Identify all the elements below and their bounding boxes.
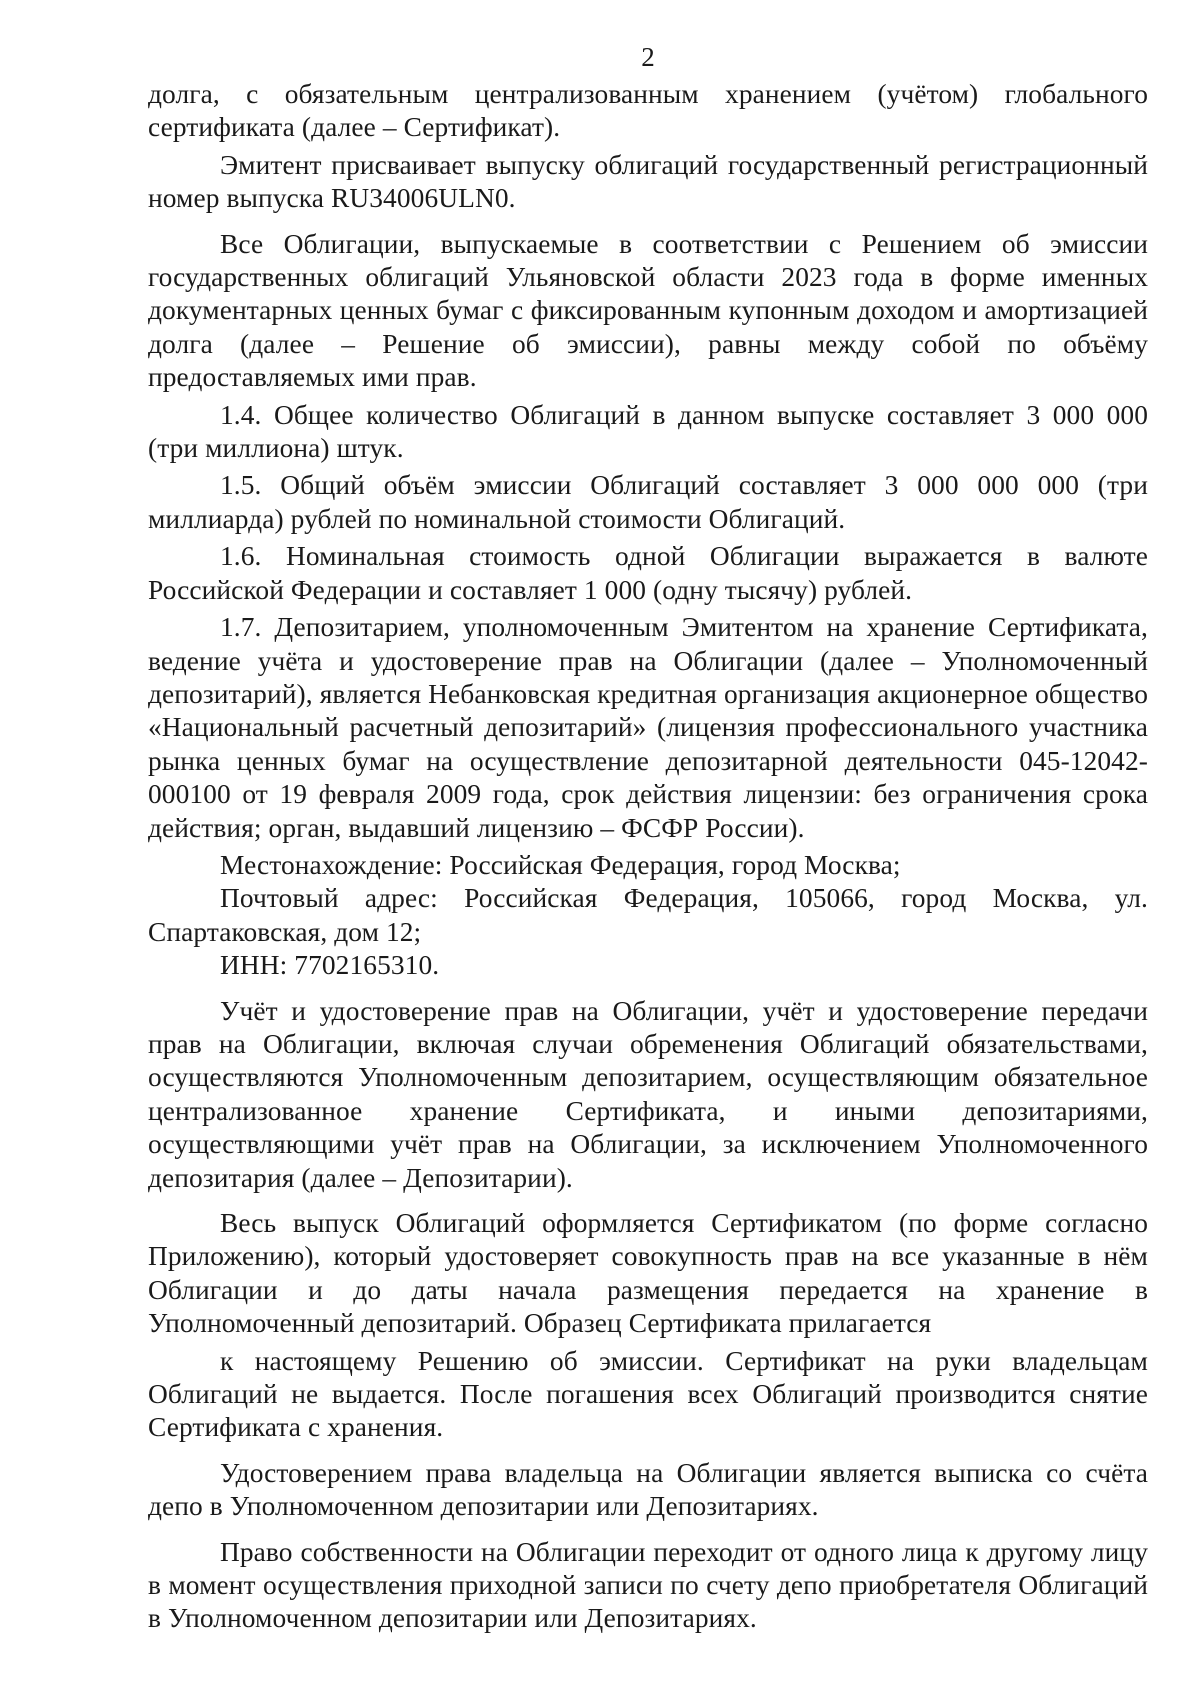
paragraph-ownership-proof: Удостоверением права владельца на Облигации является выписка со счёта депо в Уполномоченном депозитарии или Депозитариях. bbox=[148, 1457, 1148, 1522]
paragraph-ownership-transfer: Право собственности на Облигации переходит от одного лица к другому лицу в момент осуществления приходной записи по счету депо приобретателя Облигаций в Уполномоченном депозитарии или Депозитариях. bbox=[148, 1536, 1148, 1634]
paragraph-inn: ИНН: 7702165310. bbox=[220, 950, 440, 981]
page-number: 2 bbox=[641, 42, 655, 72]
paragraph-postal-address: Почтовый адрес: Российская Федерация, 105066, город Москва, ул. Спартаковская, дом 12; bbox=[148, 883, 1148, 947]
paragraph-1-5-volume: 1.5. Общий объём эмиссии Облигаций составляет 3 000 000 000 (три миллиарда) рублей по номинальной стоимости Облигаций. bbox=[148, 470, 1148, 534]
paragraph-1-7-depositary: 1.7. Депозитарием, уполномоченным Эмитентом на хранение Сертификата, ведение учёта и удостоверение прав на Облигации (далее – Уполномоченный депозитарий), является Небанковская кредитная организация акционерное общество «Национальный расчетный депозитарий» (лицензия профессионального участника рынка ценных бумаг на осуществление депозитарной деятельности 045-12042-000100 от 19 февраля 2009 года, срок действия лицензии: без ограничения срока действия; орган, выдавший лицензию – ФСФР России). bbox=[148, 612, 1148, 843]
paragraph-location: Местонахождение: Российская Федерация, город Москва; bbox=[220, 849, 901, 880]
paragraph-equal-rights: Все Облигации, выпускаемые в соответствии с Решением об эмиссии государственных облигаций Ульяновской области 2023 года в форме именных документарных ценных бумаг с фиксированным купонным доходом и амортизацией долга (далее – Решение об эмиссии), равны между собой по объёму предоставляемых ими прав. bbox=[148, 228, 1148, 393]
paragraph-certificate-continued: к настоящему Решению об эмиссии. Сертификат на руки владельцам Облигаций не выдается. После погашения всех Облигаций производится снятие Сертификата с хранения. bbox=[148, 1345, 1148, 1443]
paragraph-debt-storage: долга, с обязательным централизованным хранением (учётом) глобального сертификата (далее – Сертификат). bbox=[148, 79, 1148, 143]
paragraph-rights-accounting: Учёт и удостоверение прав на Облигации, учёт и удостоверение передачи прав на Облигации, включая случаи обременения Облигаций обязательствами, осуществляются Уполномоченным депозитарием, осуществляющим обязательное централизованное хранение Сертификата, и иными депозитариями, осуществляющими учёт прав на Облигации, за исключением Уполномоченного депозитария (далее – Депозитарии). bbox=[148, 995, 1148, 1193]
paragraph-registration-number: Эмитент присваивает выпуску облигаций государственный регистрационный номер выпуска RU34006ULN0. bbox=[148, 149, 1148, 214]
paragraph-1-6-nominal: 1.6. Номинальная стоимость одной Облигации выражается в валюте Российской Федерации и составляет 1 000 (одну тысячу) рублей. bbox=[148, 541, 1148, 605]
paragraph-certificate: Весь выпуск Облигаций оформляется Сертификатом (по форме согласно Приложению), который удостоверяет совокупность прав на все указанные в нём Облигации и до даты начала размещения передается на хранение в Уполномоченный депозитарий. Образец Сертификата прилагается bbox=[148, 1208, 1148, 1339]
paragraph-1-4-quantity: 1.4. Общее количество Облигаций в данном выпуске составляет 3 000 000 (три миллиона) штук. bbox=[148, 399, 1148, 464]
